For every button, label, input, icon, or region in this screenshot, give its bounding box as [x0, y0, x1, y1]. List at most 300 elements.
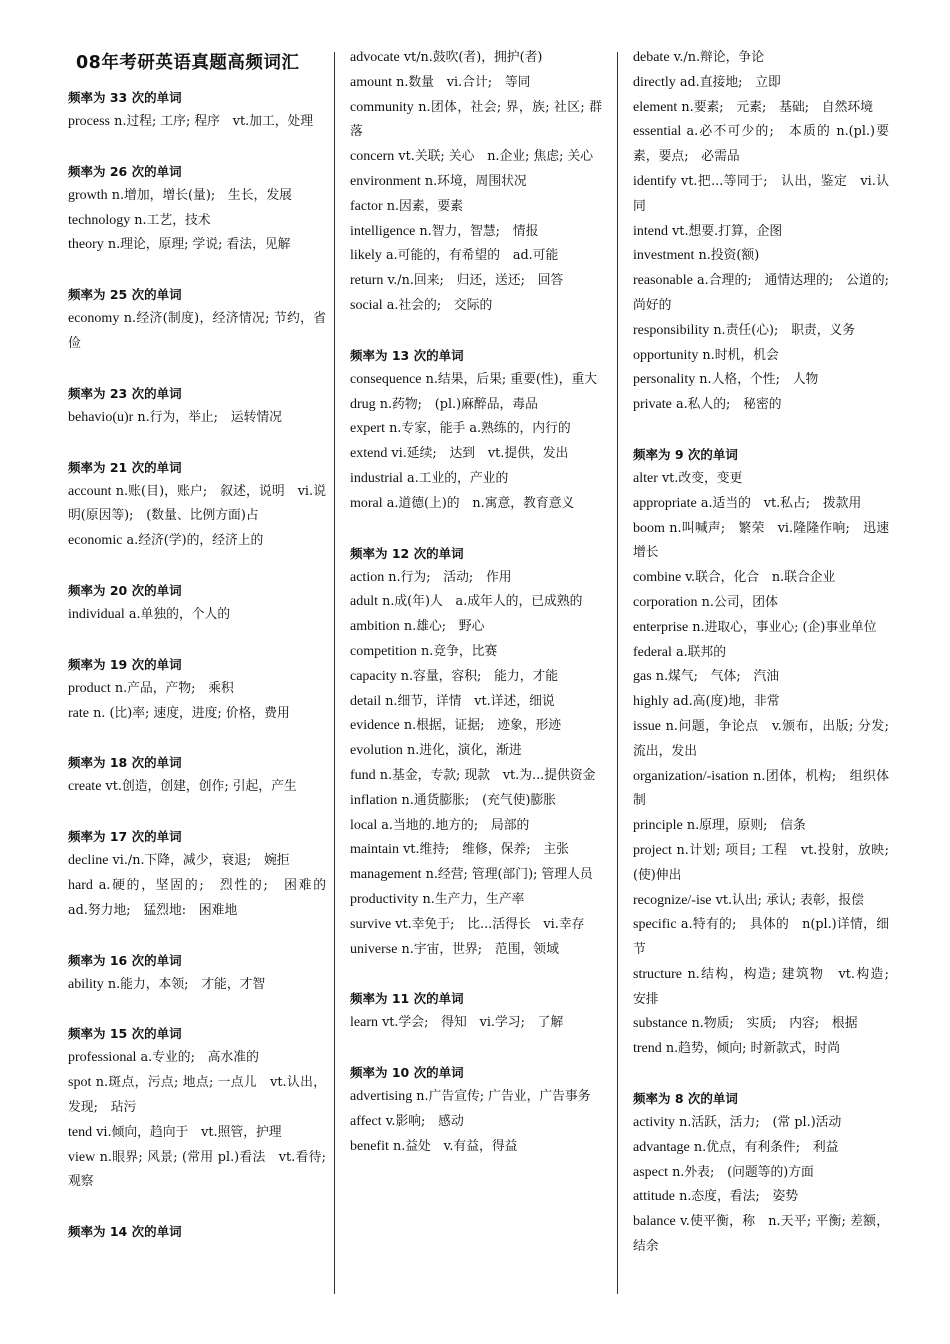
vocab-word: technology — [68, 212, 131, 228]
vocab-entry — [68, 406, 326, 431]
vocab-definition: n.结果，后果; 重要(性)，重大 — [425, 371, 598, 387]
frequency-heading: 频率为 14 次的单词 — [68, 1224, 182, 1240]
vocab-definition: n.投资(额) — [698, 248, 760, 264]
vocab-word: process — [68, 114, 110, 129]
vocab-definition: a.工业的，产业的 — [406, 470, 509, 486]
vocab-word: theory — [68, 237, 104, 253]
vocab-word: activity — [633, 1115, 675, 1131]
vocab-entry — [68, 110, 326, 135]
vocab-word: responsibility — [633, 322, 710, 338]
vocab-definition: a.特有的; 具体的 n(pl.)详情，细节 — [633, 917, 889, 958]
frequency-heading: 频率为 15 次的单词 — [68, 1026, 182, 1042]
vocab-word: decline — [68, 853, 109, 869]
vocab-entry — [68, 702, 326, 727]
vocab-definition: n.账(目)，账户; 叙述，说明 vi.说明(原因等); (数量、比例方面)占 — [68, 483, 326, 524]
vocab-word: create — [68, 779, 102, 795]
vocab-entry — [633, 765, 889, 815]
vocab-entry — [633, 517, 889, 567]
frequency-heading: 频率为 33 次的单词 — [68, 90, 182, 105]
vocab-definition: ad.高(度)地，非常 — [672, 694, 780, 710]
vocab-entry — [68, 480, 326, 530]
vocab-entry — [350, 269, 602, 294]
vocab-entry — [68, 1121, 326, 1146]
vocab-entry — [350, 393, 602, 418]
vocab-entry — [350, 244, 602, 269]
vocab-entry — [68, 1071, 326, 1121]
vocab-definition: n.数量 vi.合计; 等同 — [396, 74, 531, 90]
vocab-entry — [633, 393, 889, 418]
vocab-definition: n.生产力，生产率 — [422, 891, 525, 907]
vocab-definition: n.药物; (pl.)麻醉品，毒品 — [379, 396, 538, 412]
vocab-definition: a.当地的.地方的; 局部的 — [381, 817, 530, 833]
frequency-section — [350, 541, 602, 963]
vocab-word: product — [68, 680, 111, 696]
page-title: 08年考研英语真题高频词汇 — [76, 53, 300, 73]
frequency-heading: 频率为 19 次的单词 — [68, 656, 182, 672]
vocab-definition: ad.直接地; 立即 — [679, 74, 781, 90]
vocab-entry — [633, 715, 902, 765]
vocab-definition: v.影响; 感动 — [385, 1113, 464, 1129]
vocab-definition: vt/n.鼓吹(者)，拥护(者) — [403, 50, 543, 65]
vocab-word: private — [633, 397, 672, 413]
vocab-entry — [350, 442, 602, 467]
vocab-definition: n.智力，智慧; 情报 — [419, 223, 539, 239]
frequency-section — [68, 381, 326, 431]
vocab-word: behavio(u)r — [68, 409, 134, 425]
frequency-heading: 频率为 23 次的单词 — [68, 385, 182, 401]
vocab-definition: n.人格，个性; 人物 — [699, 372, 819, 388]
frequency-heading: 频率为 21 次的单词 — [68, 459, 182, 475]
vocab-word: account — [68, 483, 112, 499]
vocab-word: reasonable — [633, 273, 693, 289]
vocab-entry — [633, 665, 889, 690]
vocab-definition: n.专家，能手 a.熟练的，内行的 — [389, 421, 571, 437]
vocab-entry — [68, 1046, 326, 1071]
frequency-section — [68, 159, 326, 258]
vocab-entry — [633, 641, 889, 666]
vocab-entry — [633, 319, 889, 344]
vocab-definition: n.时机，机会 — [702, 347, 779, 363]
vocab-entry — [68, 603, 326, 628]
vocab-word: local — [350, 817, 378, 833]
vocab-word: organization/-isation — [633, 768, 749, 784]
vocab-word: hard — [68, 877, 93, 893]
frequency-heading: 频率为 18 次的单词 — [68, 755, 182, 771]
vocab-entry — [350, 913, 602, 938]
vocab-definition: n.斑点，污点; 地点; 一点儿 vt.认出，发现; 玷污 — [68, 1075, 326, 1115]
vocab-entry — [633, 616, 889, 641]
vocab-definition: n.责任(心); 职责，义务 — [713, 322, 856, 338]
vocab-definition: n.结构，构造; 建筑物 vt.构造; 安排 — [633, 966, 902, 1007]
frequency-heading: 频率为 12 次的单词 — [350, 545, 464, 561]
vocab-entry — [68, 874, 339, 924]
vocab-definition: vt.想要.打算，企图 — [672, 223, 783, 239]
vocab-word: structure — [633, 966, 682, 982]
vocab-entry — [350, 615, 602, 640]
vocab-entry — [350, 888, 602, 913]
vocab-word: detail — [350, 693, 382, 709]
vocab-definition: n.工艺，技术 — [134, 212, 211, 228]
vocab-word: boom — [633, 520, 665, 536]
vocab-word: gas — [633, 669, 652, 685]
vocab-entry — [633, 269, 902, 319]
vocab-definition: n.宇宙，世界; 范围，领域 — [401, 941, 559, 957]
vocab-definition: vi.延续; 达到 vt.提供，发出 — [391, 446, 569, 462]
frequency-section — [350, 343, 602, 517]
vocab-entry — [633, 170, 889, 220]
vocab-word: advocate — [350, 50, 400, 65]
vocab-definition: a.道德(上)的 n.寓意，教育意义 — [386, 495, 575, 511]
vocab-definition: n.物质; 实质; 内容; 根据 — [691, 1016, 858, 1032]
vocab-word: inflation — [350, 792, 398, 808]
column-2 — [350, 46, 602, 1159]
vocab-entry — [633, 120, 889, 170]
vocab-entry — [350, 566, 602, 591]
vocab-word: capacity — [350, 668, 397, 684]
vocab-definition: v./n.回来; 归还，送还; 回答 — [387, 273, 564, 289]
vocab-definition: n.公司，团体 — [701, 594, 778, 610]
vocab-entry — [350, 1135, 602, 1160]
vocab-word: social — [350, 297, 383, 313]
vocab-word: moral — [350, 495, 383, 511]
vocab-entry — [68, 529, 326, 554]
vocab-entry — [350, 814, 602, 839]
vocab-entry — [350, 690, 602, 715]
frequency-heading: 频率为 16 次的单词 — [68, 952, 182, 968]
vocab-entry — [350, 145, 602, 170]
vocab-entry — [633, 963, 902, 1013]
vocab-definition: a.适当的 vt.私占; 拨款用 — [700, 495, 862, 511]
frequency-section — [68, 948, 326, 998]
vocab-definition: n.容量，容积; 能力，才能 — [400, 668, 559, 684]
vocab-definition: n.叫喊声; 繁荣 vi.隆隆作响; 迅速增长 — [633, 520, 889, 561]
vocab-entry — [633, 220, 889, 245]
vocab-word: corporation — [633, 594, 698, 610]
vocab-definition: a.联邦的 — [675, 644, 727, 660]
vocab-word: management — [350, 867, 422, 883]
vocab-word: trend — [633, 1041, 662, 1057]
vocab-definition: n.进化，演化，渐进 — [406, 743, 522, 759]
vocab-word: affect — [350, 1113, 382, 1129]
vocab-word: balance — [633, 1214, 676, 1230]
vocab-entry — [633, 244, 889, 269]
vocab-entry — [68, 677, 326, 702]
vocab-word: personality — [633, 372, 696, 388]
vocab-entry — [68, 209, 326, 234]
vocab-definition: n.广告宣传; 广告业，广告事务 — [416, 1089, 591, 1105]
column-1 — [68, 46, 339, 1244]
vocab-word: competition — [350, 643, 417, 659]
vocab-entry — [68, 184, 326, 209]
frequency-section — [633, 1086, 889, 1260]
vocab-word: investment — [633, 248, 695, 264]
column-divider — [617, 52, 618, 1294]
vocab-entry — [633, 344, 889, 369]
vocab-entry — [68, 973, 326, 998]
vocab-entry — [350, 467, 602, 492]
vocab-definition: n.要素; 元素; 基础; 自然环境 — [681, 99, 873, 115]
vocab-definition: vt.创造，创建，创作; 引起，产生 — [105, 779, 297, 795]
frequency-section — [633, 46, 902, 418]
vocab-definition: a.社会的; 交际的 — [386, 297, 493, 313]
vocab-definition: n.计划; 项目; 工程 vt.投射，放映; (使)伸出 — [633, 842, 902, 883]
vocab-word: amount — [350, 74, 392, 90]
vocab-definition: n.态度，看法; 姿势 — [679, 1189, 799, 1205]
vocab-definition: n.经济(制度)，经济情况; 节约，省俭 — [68, 311, 326, 351]
vocab-entry — [633, 1161, 889, 1186]
vocab-word: enterprise — [633, 619, 689, 635]
vocab-word: expert — [350, 421, 385, 437]
vocab-word: concern — [350, 149, 395, 165]
frequency-heading: 频率为 11 次的单词 — [350, 991, 464, 1007]
vocab-definition: v.使平衡，称 n.天平; 平衡; 差额，结余 — [633, 1214, 889, 1255]
vocab-definition: vt.改变，变更 — [661, 470, 743, 486]
vocab-entry — [633, 814, 889, 839]
vocab-definition: n.活跃，活力; (常 pl.)活动 — [679, 1115, 842, 1131]
vocab-entry — [633, 839, 902, 889]
vocab-entry — [350, 714, 602, 739]
vocab-entry — [350, 590, 602, 615]
vocab-entry — [350, 1085, 602, 1110]
vocab-entry — [633, 71, 889, 96]
vocab-entry — [633, 889, 889, 914]
vocab-entry — [68, 307, 326, 357]
frequency-heading: 频率为 8 次的单词 — [633, 1091, 738, 1107]
vocab-entry — [350, 863, 602, 888]
vocab-definition: n.优点，有利条件; 利益 — [693, 1139, 839, 1155]
vocab-word: federal — [633, 644, 672, 660]
vocab-word: growth — [68, 187, 108, 203]
vocab-definition: n.团体，社会; 界，族; 社区; 群落 — [350, 99, 602, 140]
vocab-word: combine — [633, 570, 682, 586]
vocab-entry — [350, 220, 602, 245]
vocab-word: principle — [633, 818, 683, 834]
vocab-word: industrial — [350, 470, 403, 486]
vocab-definition: vi./n.下降，减少，衰退; 婉拒 — [112, 853, 290, 869]
vocab-definition: vt.关联; 关心 n.企业; 焦虑; 关心 — [398, 149, 594, 165]
vocab-word: highly — [633, 694, 669, 710]
vocab-entry — [633, 96, 889, 121]
vocab-word: ability — [68, 976, 104, 992]
vocab-entry — [68, 1146, 339, 1196]
vocab-word: action — [350, 569, 385, 585]
vocab-entry — [350, 294, 602, 319]
frequency-section — [68, 578, 326, 628]
vocab-entry — [633, 1185, 889, 1210]
frequency-section — [68, 1021, 339, 1195]
vocab-word: drug — [350, 396, 376, 412]
vocab-definition: n.经营; 管理(部门); 管理人员 — [425, 867, 593, 883]
vocab-word: ambition — [350, 619, 400, 635]
frequency-heading: 频率为 25 次的单词 — [68, 287, 182, 303]
frequency-section — [68, 455, 326, 554]
vocab-entry — [68, 233, 326, 258]
vocab-word: issue — [633, 718, 661, 734]
vocab-entry — [633, 591, 889, 616]
vocab-definition: n.过程; 工序; 程序 vt.加工，处理 — [114, 114, 314, 129]
vocab-entry — [350, 739, 602, 764]
vocab-word: advertising — [350, 1089, 413, 1105]
vocab-entry — [68, 775, 326, 800]
frequency-section — [68, 652, 326, 727]
vocab-word: tend — [68, 1124, 93, 1140]
vocab-entry — [350, 838, 602, 863]
vocab-entry — [350, 764, 602, 789]
frequency-section — [350, 46, 602, 319]
vocab-entry — [68, 849, 326, 874]
vocab-entry — [350, 665, 602, 690]
vocab-word: individual — [68, 606, 125, 622]
vocab-definition: n.益处 v.有益，得益 — [392, 1138, 518, 1154]
vocab-word: opportunity — [633, 347, 699, 363]
vocab-word: view — [68, 1149, 96, 1165]
frequency-section — [633, 442, 902, 1062]
vocab-definition: a.硬的，坚固的; 烈性的; 困难的 ad.努力地; 猛烈地: 困难地 — [68, 877, 339, 918]
vocab-definition: a.专业的; 高水准的 — [140, 1050, 259, 1066]
vocab-definition: a.必不可少的; 本质的 n.(pl.)要素，要点; 必需品 — [633, 124, 889, 165]
vocab-word: advantage — [633, 1139, 690, 1155]
vocab-entry — [350, 96, 602, 146]
vocab-entry — [350, 368, 602, 393]
frequency-heading: 频率为 20 次的单词 — [68, 582, 182, 598]
vocab-entry — [633, 1012, 889, 1037]
frequency-section — [68, 282, 326, 357]
vocab-definition: n.外表; (问题等的)方面 — [672, 1164, 814, 1180]
vocab-definition: vt.学会; 得知 vi.学习; 了解 — [382, 1015, 564, 1031]
vocab-entry — [633, 1210, 889, 1260]
vocab-word: consequence — [350, 371, 422, 387]
frequency-heading: 频率为 17 次的单词 — [68, 829, 182, 845]
vocab-entry — [350, 1011, 602, 1036]
vocab-entry — [350, 1110, 602, 1135]
vocab-word: specific — [633, 917, 677, 933]
vocab-word: factor — [350, 198, 383, 214]
vocab-definition: n.趋势，倾向; 时新款式，时尚 — [665, 1041, 841, 1057]
vocab-word: return — [350, 273, 384, 289]
vocab-word: attitude — [633, 1189, 675, 1205]
vocab-word: project — [633, 842, 672, 858]
vocab-word: universe — [350, 941, 398, 957]
vocab-word: learn — [350, 1015, 378, 1031]
vocab-entry — [633, 913, 889, 963]
vocab-word: directly — [633, 74, 676, 90]
vocab-word: economy — [68, 311, 120, 327]
vocab-definition: a.合理的; 通情达理的; 公道的; 尚好的 — [633, 273, 902, 313]
vocab-word: aspect — [633, 1164, 668, 1180]
vocab-word: essential — [633, 124, 682, 140]
vocab-word: recognize/-ise — [633, 892, 712, 908]
vocab-word: alter — [633, 470, 658, 486]
vocab-word: adult — [350, 594, 378, 610]
frequency-section — [350, 986, 602, 1036]
frequency-heading: 频率为 26 次的单词 — [68, 163, 182, 179]
vocab-definition: n.煤气; 气体; 汽油 — [655, 669, 780, 685]
vocab-entry — [633, 46, 889, 71]
vocab-entry — [350, 789, 602, 814]
vocab-entry — [633, 467, 889, 492]
vocab-word: maintain — [350, 842, 399, 858]
vocab-definition: n.行为; 活动; 作用 — [388, 569, 512, 585]
vocab-entry — [350, 417, 602, 442]
frequency-section — [68, 1219, 326, 1244]
frequency-section — [350, 1060, 602, 1159]
vocab-definition: n.根据，证据; 迹象，形迹 — [403, 718, 562, 734]
frequency-heading: 频率为 10 次的单词 — [350, 1065, 464, 1081]
frequency-section — [68, 85, 326, 135]
frequency-section — [68, 824, 339, 923]
vocab-entry — [633, 368, 889, 393]
vocab-word: likely — [350, 248, 382, 264]
vocab-word: intend — [633, 223, 668, 239]
vocab-entry — [633, 492, 889, 517]
vocab-entry — [350, 195, 602, 220]
frequency-section — [68, 750, 326, 800]
vocab-entry — [633, 1111, 889, 1136]
vocab-word: rate — [68, 705, 89, 721]
vocab-definition: n.竞争，比赛 — [420, 643, 498, 659]
vocab-definition: n.眼界; 风景; (常用 pl.)看法 vt.看待; 观察 — [68, 1149, 339, 1190]
vocab-word: evolution — [350, 743, 403, 759]
vocab-definition: n.细节，详情 vt.详述，细说 — [385, 693, 555, 709]
vocab-word: appropriate — [633, 495, 697, 511]
vocab-definition: n.原理，原则; 信条 — [686, 818, 806, 834]
vocab-word: benefit — [350, 1138, 389, 1154]
column-3 — [633, 46, 902, 1260]
vocab-entry — [633, 566, 889, 591]
vocab-definition: n.基金，专款; 现款 vt.为...提供资金 — [379, 767, 596, 783]
vocab-definition: vt.认出; 承认; 表彰，报偿 — [715, 892, 864, 908]
vocab-definition: v./n.辩论，争论 — [673, 50, 764, 65]
vocab-definition: n.行为，举止; 运转情况 — [137, 409, 282, 425]
vocab-definition: v.联合，化合 n.联合企业 — [685, 570, 836, 586]
vocab-definition: a.可能的，有希望的 ad.可能 — [385, 248, 559, 264]
vocab-entry — [633, 1037, 889, 1062]
vocab-entry — [350, 170, 602, 195]
vocab-definition: a.单独的，个人的 — [128, 606, 231, 622]
vocab-entry — [350, 46, 602, 71]
vocab-entry — [350, 492, 602, 517]
vocab-definition: n.环境，周围状况 — [424, 173, 527, 189]
vocab-definition: vt.幸免于; 比...活得长 vi.幸存 — [395, 916, 585, 932]
vocab-entry — [633, 1136, 889, 1161]
vocab-definition: n.团体，机构; 组织体制 — [633, 768, 889, 809]
vocab-definition: vt.维持; 维修，保养; 主张 — [403, 842, 569, 858]
vocab-definition: n.增加，增长(量); 生长，发展 — [111, 187, 292, 203]
vocab-word: productivity — [350, 891, 419, 907]
vocab-definition: a.经济(学)的，经济上的 — [126, 533, 264, 549]
vocab-word: extend — [350, 446, 388, 462]
vocab-word: substance — [633, 1016, 688, 1032]
vocab-definition: n.因素，要素 — [386, 198, 464, 214]
vocab-word: spot — [68, 1075, 92, 1091]
vocab-definition: n.成(年)人 a.成年人的，已成熟的 — [382, 594, 583, 610]
frequency-heading: 频率为 13 次的单词 — [350, 347, 464, 363]
vocab-word: survive — [350, 916, 392, 932]
vocab-definition: n.进取心，事业心; (企)事业单位 — [692, 619, 877, 635]
vocab-definition: n.雄心; 野心 — [403, 619, 485, 635]
vocab-word: debate — [633, 50, 670, 65]
vocab-word: environment — [350, 173, 421, 189]
frequency-heading: 频率为 9 次的单词 — [633, 446, 738, 462]
column-divider — [334, 52, 335, 1294]
vocab-word: community — [350, 99, 414, 115]
vocab-entry — [350, 71, 602, 96]
vocab-definition: vt.把...等同于; 认出，鉴定 vi.认同 — [633, 173, 889, 214]
vocab-definition: n.问题，争论点 v.颁布，出版; 分发; 流出，发出 — [633, 718, 902, 759]
vocab-definition: n.能力，本领; 才能，才智 — [107, 976, 266, 992]
vocab-word: economic — [68, 533, 123, 549]
vocab-definition: n. (比)率; 速度，进度; 价格，费用 — [93, 705, 290, 721]
